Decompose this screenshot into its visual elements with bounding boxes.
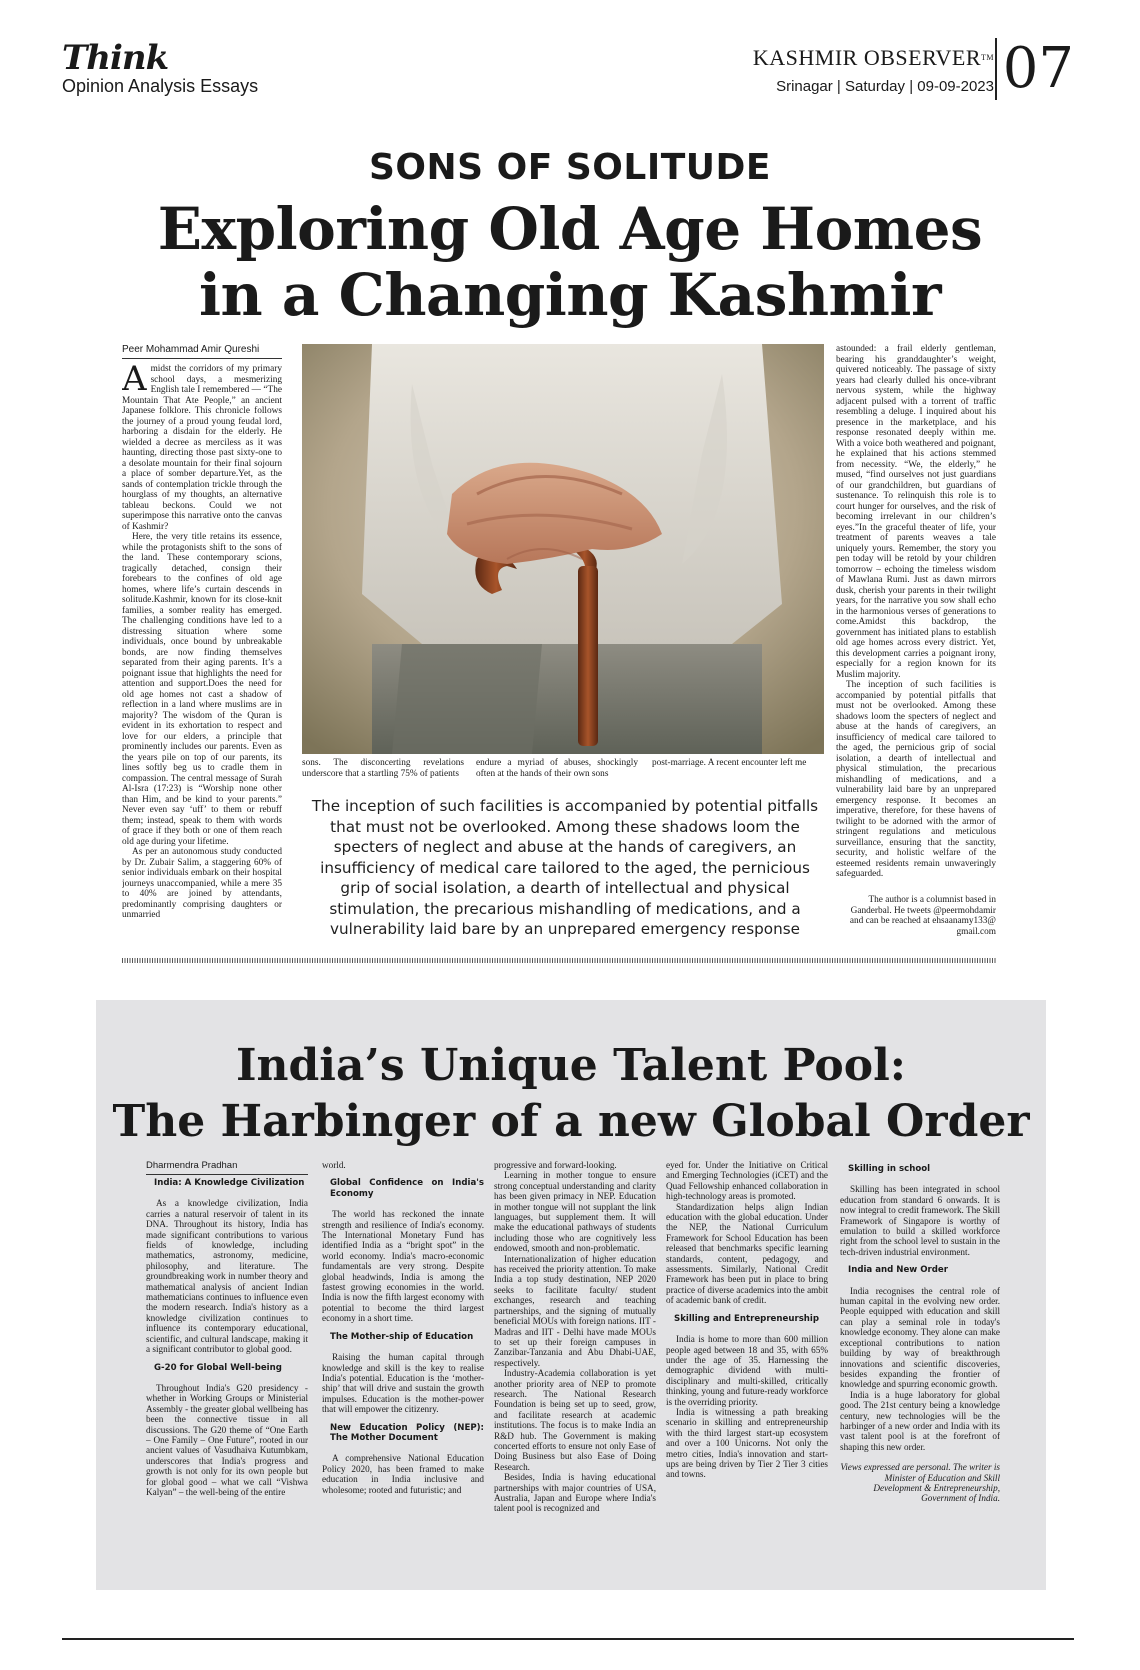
article-column-5: [840, 1160, 1000, 1590]
paragraph: Standardization helps align Indian education with the global education. Under the NEP, the National Curriculum Framework for School Education has been released that benchmarks specific learning standards, content, pedagogy, and assessments. Similarly, National Credit Framework has been put in place to bring practice of diverse academics into the ambit of academic bank of credit.: [666, 1201, 828, 1306]
page-number: 07: [995, 38, 1074, 100]
dateline: Srinagar | Saturday | 09-09-2023: [776, 78, 994, 95]
bottom-rule: [62, 1638, 1074, 1640]
section-title: Think: [62, 38, 169, 78]
headline-line-1: Exploring Old Age Homes: [157, 195, 983, 263]
paragraph: world.: [322, 1160, 346, 1170]
drop-cap: A: [122, 364, 147, 399]
paragraph: Amidst the corridors of my primary school days, a mesmerizing English tale I remembered — “The Mountain That Ate People,” an ancient Japanese folklore. This chronicle follows the journey of a proud young feudal lord, harboring a disdain for the elderly. He wielded a decree as merciless as it was haunting, directing those past sixty-one to a desolate mountain for their final sojourn a place of somber departure.Yet, as the sands of contemplation trickle through the hourglass of my thoughts, an alternative tableau beckons. Could we not superimpose this narrative onto the canvas of Kashmir?: [122, 364, 282, 532]
article-headline: [96, 1038, 1046, 1150]
byline: Dharmendra Pradhan: [146, 1160, 308, 1175]
article-photo: [302, 344, 824, 754]
paragraph: The inception of such facilities is accompanied by potential pitfalls that must not be overlooked. Among these shadows loom the specters of neglect and abuse at the hands of caregivers, an insufficiency of medical care tailored to the aged, the pernicious grip of social isolation, a dearth of intellectual and physical stimulation, the precarious mishandling of medications, and a vulnerability laid bare by an unprepared emergency response. It becomes an imperative, therefore, for these havens of twilight to be adorned with the armor of stringent regulations and meticulous surveillance, ensuring that the sanctity, security, and holistic welfare of the esteemed residents remain unwaveringly safeguarded.: [836, 680, 996, 879]
pull-quote: The inception of such facilities is accompanied by potential pitfalls that must not be overlooked. Among these shadows loom the specters of neglect and abuse at the hands of caregivers, an insufficiency of medical care tailored to the aged, the pernicious grip of social isolation, a dearth of intellectual and physical stimulation, the precarious mishandling of medications, and a vulnerability laid bare by an unprepared emergency response: [311, 797, 819, 938]
author-note: Views expressed are personal. The writer is Minister of Education and Skill Development & Entrepreneurship, Government of India.: [840, 1462, 1000, 1504]
paragraph: India recognises the central role of human capital in the evolving new order. People equipped with education and skill can play a seminal role in today's knowledge economy. They alone can make exceptional contributions to nation building by way of breakthrough innovations and scientific discoveries, besides expanding the frontier of knowledge and spurring economic growth.: [840, 1285, 1000, 1390]
headline-line-1: India’s Unique Talent Pool:: [235, 1040, 907, 1091]
paragraph: Internationalization of higher education has received the priority attention. To make India a top study destination, NEP 2020 seeks to facilitate faculty/ student exchanges, research and teaching partnerships, and the signing of mutually beneficial MOUs with foreign nations. IIT - Madras and IIT - Delhi have made MOUs to set up their foreign campuses in Zanzibar-Tanzania and Abu Dhabi-UAE, respectively.: [494, 1253, 656, 1368]
paragraph: astounded: a frail elderly gentleman, bearing his granddaughter’s weight, quivered noticeably. The passage of sixty years had clearly dulled his once-vibrant nervous system, while the highway adjacent pulsed with a torrent of traffic resembling a deluge. I inquired about his presence in the marketplace, and his response resonated deeply within me. With a voice both weathered and poignant, he explained that his actions stemmed from necessity. “We, the elderly,” he mused, “find ourselves not just guardians of our grandchildren, but guardians of sustenance. To relinquish this role is to court hunger for ourselves, and the risk of becoming irrelevant in our children’s eyes.”In the graceful theater of life, your treatment of parents weaves a tale uniquely yours. Remember, the story you pen today will be retold by your children tomorrow – echoing the timeless wisdom of Mawlana Rumi. Just as dawn mirrors dusk, cherish your parents in their twilight years, for the narrative you sow shall echo in the harmonious verses of generations to come.Amidst this backdrop, the government has initiated plans to establish old age homes across every district. Yet, this development carries a poignant irony, especially for a region known for its Muslim majority.: [836, 344, 996, 680]
headline-line-2: The Harbinger of a new Global Order: [112, 1096, 1030, 1147]
paragraph: As per an autonomous study conducted by Dr. Zubair Salim, a staggering 60% of senior individuals embark on their hospital journeys unaccompanied, while a mere 35 to 40% are joined by attendants, predominantly comprising daughters or unmarried: [122, 847, 282, 920]
article-kicker: SONS OF SOLITUDE: [369, 147, 771, 188]
subheading: India: A Knowledge Civilization: [154, 1178, 305, 1188]
byline: Peer Mohammad Amir Qureshi: [122, 344, 282, 359]
subheading: India and New Order: [848, 1265, 948, 1276]
author-note: The author is a columnist based in Ganderbal. He tweets @peermohdamir and can be reached at ehsaanamy133@ gmail.com: [849, 895, 996, 937]
subheading: New Education Policy (NEP): The Mother Document: [330, 1422, 484, 1443]
subheading: Skilling in school: [848, 1164, 931, 1174]
article-text: post-marriage. A recent encounter left me: [652, 758, 807, 768]
article-column-4: [666, 1160, 828, 1590]
elderly-hands-on-cane-image: [302, 344, 824, 754]
paragraph: As a knowledge civilization, India carries a natural reservoir of talent in its DNA. Throughout its history, India has made significant contributions to various fields of knowledge, including mathematics, astronomy, medicine, philosophy, and literature. The groundbreaking work in number theory and mathematical analysis of ancient Indian mathematicians continues to influence even the modern research. India's history as a knowledge civilization continues to influence its contemporary educational, scientific, and cultural landscape, making it a significant contributor to global good.: [146, 1198, 308, 1355]
article-headline: [0, 196, 1140, 328]
subheading: Global Confidence on India's Economy: [330, 1178, 484, 1199]
paragraph: Throughout India's G20 presidency - whether in Working Groups or Ministerial Assembly - the greater global wellbeing has been the connective tissue in all discussions. The G20 theme of “One Earth – One Family – One Future”, rooted in our ancient values of Vasudhaiva Kutumbkam, underscores that India's progress and growth is not only for its own people but for global good – what we call “Vishwa Kalyan” – the well-being of the entire: [146, 1382, 308, 1497]
paragraph: Raising the human capital through knowledge and skill is the key to realise India's potential. Education is the ‘mother-ship’ that will drive and sustain the growth impulses. Education is the mother-power that will empower the citizenry.: [322, 1352, 484, 1415]
paragraph: progressive and forward-looking.: [494, 1160, 617, 1170]
newspaper-logo: [753, 46, 994, 70]
paragraph: Here, the very title retains its essence, while the protagonists shift to the sons of the land. These contemporary scions, tragically detached, consign their forebears to the confines of old age homes, where life’s curtain descends in solitude.Kashmir, known for its close-knit families, a somber reality has emerged. The challenging conditions have led to a distressing situation where some individuals, once bound by unbreakable bonds, are now finding themselves separated from their aging parents. It’s a poignant issue that highlights the need for attention and support.Does the need for old age homes not cast a shadow of reflection in a land where muslims are in majority? The wisdom of the Quran is evident in its exhortation to respect and love for our elders, a principle that prominently includes our parents. Even as the years pile on top of our parents, its lines softly beg us to cradle them in compassion. The central message of Surah Al-Isra (17:23) is “Worship none other than Him, and be kind to your parents.” Never even say ‘uff’ to them or rebuff them; instead, speak to them with words of grace if they both or one of them reach old age during your lifetime.: [122, 532, 282, 847]
paragraph: Besides, India is having educational partnerships with major countries of USA, Australia, Japan and Europe where India's talent pool is recognized and: [494, 1472, 656, 1514]
masthead: [62, 36, 1074, 102]
article-text: endure a myriad of abuses, shockingly often at the hands of their own sons: [476, 758, 638, 779]
paragraph: India is witnessing a path breaking scenario in skilling and entrepreneurship with the third largest start-up ecosystem and over a 100 Unicorns. Not only the metro cities, India's innovation and start-ups are being driven by Tier 2 Tier 3 cities and towns.: [666, 1406, 828, 1480]
paragraph: Skilling has been integrated in school education from standard 6 onwards. It is now integral to credit framework. The Skill Framework of Singapore is worthy of emulation to build a skilled workforce right from the school level to sustain in the tech-driven industrial environment.: [840, 1184, 1000, 1257]
article-text: sons. The disconcerting revelations underscore that a startling 75% of patients: [302, 758, 464, 779]
subheading: G-20 for Global Well-being: [154, 1362, 282, 1373]
article-column-1: [122, 364, 282, 936]
paragraph: India is a huge laboratory for global good. The 21st century being a knowledge century, new technologies will be the harbinger of a new order and India with its vast talent pool is at the forefront of shaping this new order.: [840, 1389, 1000, 1452]
paragraph: Industry-Academia collaboration is yet another priority area of NEP to promote research. The National Research Foundation is being set up to seed, grow, and facilitate research at academic institutions. The focus is to make India an R&D hub. The Government is making concerted efforts to ensure not only Ease of Doing Business but also Ease of Doing Research.: [494, 1368, 656, 1472]
paragraph: eyed for. Under the Initiative on Critical and Emerging Technologies (iCET) and the Quad Fellowship enhanced collaboration in high-technology areas is promoted.: [666, 1160, 828, 1202]
section-divider: [122, 958, 997, 963]
headline-line-2: in a Changing Kashmir: [198, 261, 942, 329]
article-column-1: [146, 1174, 308, 1590]
paragraph: India is home to more than 600 million people aged between 18 and 35, with 65% under the age of 35. Harnessing the demographic dividend with multi-disciplinary and multi-skilled, critically thinking, young and future-ready workforce is the overriding priority.: [666, 1334, 828, 1407]
subheading: Skilling and Entrepreneurship: [674, 1313, 820, 1324]
brand-name: KASHMIR OBSERVER: [752, 45, 981, 70]
article-column-3: [494, 1160, 656, 1590]
article-column-2: [322, 1160, 484, 1590]
subheading: The Mother-ship of Education: [330, 1331, 474, 1342]
trademark: TM: [981, 53, 994, 62]
paragraph: A comprehensive National Education Policy 2020, has been framed to make education in India inclusive and wholesome; rooted and futuristic; and: [322, 1453, 484, 1495]
paragraph: Learning in mother tongue to ensure strong conceptual understanding and clarity has been given primacy in NEP. Education in mother tongue will not supplant the link languages, but supplement them. It will make the educational pathways of students including those who are cognitively less endowed, smooth and non-problematic.: [494, 1170, 656, 1254]
article-column-3: [836, 344, 996, 888]
section-subtitle: Opinion Analysis Essays: [62, 76, 259, 96]
paragraph: The world has reckoned the innate strength and resilience of India's economy. The International Monetary Fund has identified India as a “bright spot” in the world economy. India's macro-economic fundamentals are very strong. Despite global headwinds, India is among the fastest growing economies in the world. India is now the fifth largest economy with potential to become the third largest economy in a short time.: [322, 1209, 484, 1324]
